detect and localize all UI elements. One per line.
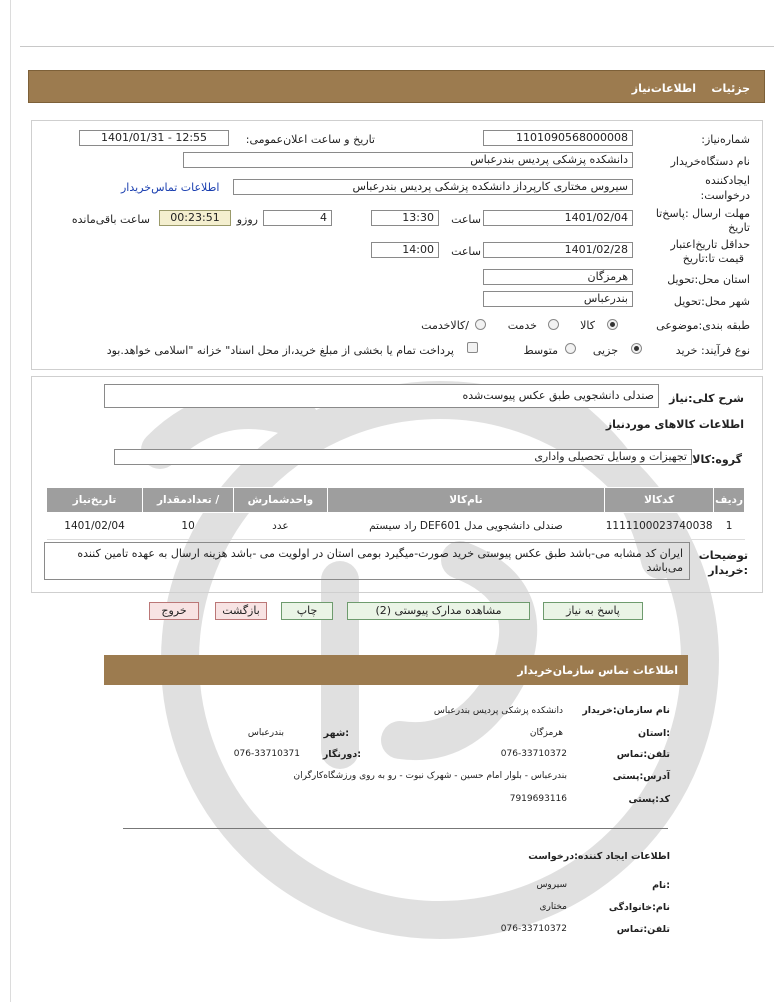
days-field: 4 xyxy=(263,210,332,226)
purchase-partial-radio[interactable] xyxy=(631,343,642,354)
col-code: کدکالا xyxy=(605,488,714,513)
category-goods-service-radio[interactable] xyxy=(475,319,486,330)
col-date: تاریخ‌نیاز xyxy=(47,488,143,513)
purchase-partial-label: جزیی xyxy=(592,344,618,357)
province-field: هرمزگان xyxy=(483,269,633,285)
contact-phone-label: تلفن:تماس xyxy=(616,749,670,760)
validity-label: حداقل تاریخ‌اعتبار xyxy=(670,238,750,251)
announce-label: تاریخ و ساعت اعلان‌عمومی: xyxy=(245,133,375,146)
purchase-type-label: نوع فرآیند: خرید xyxy=(675,344,750,357)
deadline-label: مهلت ارسال :پاسخ‌تا xyxy=(655,207,750,220)
creator-phone-value: 076-33710372 xyxy=(500,924,567,934)
category-goods-service-label: /کالاخدمت xyxy=(421,319,469,332)
back-button[interactable]: بازگشت xyxy=(215,602,267,620)
contact-fax-label: :دورنگار xyxy=(322,749,361,760)
cell-name: صندلی دانشجویی مدل DEF601 راد سیستم xyxy=(327,513,605,540)
section-tabs-bar xyxy=(28,70,765,103)
validity-time-field: 14:00 xyxy=(371,242,439,258)
remaining-time-field: 00:23:51 xyxy=(159,210,231,226)
creator-phone-label: تلفن:تماس xyxy=(616,924,670,935)
creator-name-label: :نام xyxy=(652,880,670,891)
reply-button[interactable]: پاسخ به نیاز xyxy=(543,602,643,620)
buyer-org-label: نام دستگاه‌خریدار xyxy=(670,155,750,168)
buyer-contact-title: اطلاعات تماس سازمان‌خریدار xyxy=(517,664,678,677)
buyer-notes-box: ایران کد مشابه می-باشد طبق عکس پیوستی خرید صورت-میگیرد بومی استان در اولویت می -باشد هزینه ارسال به عهده تامین کننده می‌باشد xyxy=(44,542,690,580)
print-button[interactable]: چاپ xyxy=(281,602,333,620)
cell-code: 1111100023740038 xyxy=(605,513,714,540)
contact-postal-value: 7919693116 xyxy=(509,794,567,804)
deadline-date-field: 1401/02/04 xyxy=(483,210,633,226)
contact-phone-value: 076-33710372 xyxy=(500,749,567,759)
creator-name-value: سیروس xyxy=(536,880,567,890)
need-number-field: 1101090568000008 xyxy=(483,130,633,146)
contact-fax-value: 076-33710371 xyxy=(233,749,300,759)
buyer-notes-label: توضیحات xyxy=(698,549,748,562)
deadline-time-label: ساعت xyxy=(451,213,481,226)
remaining-label: ساعت باقی‌مانده xyxy=(71,213,150,226)
contact-postal-label: کد:پستی xyxy=(628,794,670,805)
col-quantity: / تعدادمقدار xyxy=(143,488,234,513)
goods-table-header xyxy=(47,488,745,513)
goods-info-title: اطلاعات کالاهای موردنیاز xyxy=(605,418,744,431)
cell-row: 1 xyxy=(714,513,745,540)
contact-province-value: هرمزگان xyxy=(529,728,563,738)
goods-group-field: تجهیزات و وسایل تحصیلی واداری xyxy=(114,449,692,465)
buyer-org-field: دانشکده پزشکی پردیس بندرعباس xyxy=(183,152,633,168)
top-divider xyxy=(20,46,774,47)
contact-divider xyxy=(123,828,668,829)
buyer-contact-link[interactable]: اطلاعات تماس‌خریدار xyxy=(121,181,220,194)
view-attachments-button[interactable]: مشاهده مدارک پیوستی (2) xyxy=(347,602,530,620)
treasury-payment-checkbox[interactable] xyxy=(467,342,478,353)
contact-org-label: نام سازمان:خریدار xyxy=(582,705,670,716)
purchase-medium-radio[interactable] xyxy=(565,343,576,354)
category-service-radio[interactable] xyxy=(548,319,559,330)
buyer-notes-label-2: :خریدار xyxy=(708,564,748,577)
category-goods-radio[interactable] xyxy=(607,319,618,330)
category-goods-label: کالا xyxy=(580,319,595,332)
creator-family-label: نام:خانوادگی xyxy=(608,902,670,913)
days-label: روزو xyxy=(236,213,258,226)
validity-date-field: 1401/02/28 xyxy=(483,242,633,258)
validity-label-2: قیمت تا:تاریخ xyxy=(682,252,744,265)
contact-city-label: :شهر xyxy=(323,728,349,739)
creator-family-value: مختاری xyxy=(539,902,567,912)
validity-time-label: ساعت xyxy=(451,245,481,258)
col-unit: واحدشمارش xyxy=(234,488,328,513)
deadline-time-field: 13:30 xyxy=(371,210,439,226)
need-number-label: شماره‌نیاز: xyxy=(701,133,750,146)
category-service-label: خدمت xyxy=(507,319,537,332)
announce-field: 1401/01/31 - 12:55 xyxy=(79,130,229,146)
goods-table xyxy=(46,487,745,540)
need-description-field: صندلی دانشجویی طبق عکس پیوست‌شده xyxy=(104,384,659,408)
creator-info-title: اطلاعات ایجاد کننده:درخواست xyxy=(528,851,670,862)
cell-unit: عدد xyxy=(234,513,328,540)
col-name: نام‌کالا xyxy=(327,488,605,513)
goods-group-label: گروه:کالا xyxy=(692,453,742,466)
creator-field: سیروس مختاری کارپرداز دانشکده پزشکی پردیس بندرعباس xyxy=(233,179,633,195)
col-row: ردیف xyxy=(714,488,745,513)
contact-city-value: بندرعباس xyxy=(247,728,284,738)
tab-need-info[interactable]: اطلاعات‌نیاز xyxy=(631,82,696,95)
contact-address-label: آدرس:پستی xyxy=(612,771,670,782)
treasury-payment-note: پرداخت تمام یا بخشی از مبلغ خرید،از محل اسناد" خزانه "اسلامی خواهد.بود xyxy=(106,344,454,357)
contact-org-value: دانشکده پزشکی پردیس بندرعباس xyxy=(433,706,563,716)
creator-label: ایجادکننده xyxy=(705,174,750,187)
need-description-label: شرح کلی:نیاز xyxy=(669,392,744,405)
cell-date: 1401/02/04 xyxy=(47,513,143,540)
tab-details[interactable]: جزئیات xyxy=(711,82,750,95)
cell-quantity: 10 xyxy=(143,513,234,540)
table-row xyxy=(47,513,745,540)
deadline-label-2: تاریخ xyxy=(728,221,750,234)
contact-address-value: بندرعباس - بلوار امام حسین - شهرک نبوت - رو به روی ورزشگاه‌کارگران xyxy=(293,771,567,781)
exit-button[interactable]: خروج xyxy=(149,602,199,620)
city-label: شهر محل:تحویل xyxy=(673,295,750,308)
left-border xyxy=(10,0,11,1002)
creator-label-2: درخواست: xyxy=(700,189,750,202)
category-label: طبقه بندی:موضوعی xyxy=(656,319,750,332)
purchase-medium-label: متوسط xyxy=(523,344,558,357)
contact-province-label: :استان xyxy=(638,728,670,739)
province-label: استان محل:تحویل xyxy=(667,273,750,286)
buyer-contact-header xyxy=(104,655,688,685)
city-field: بندرعباس xyxy=(483,291,633,307)
